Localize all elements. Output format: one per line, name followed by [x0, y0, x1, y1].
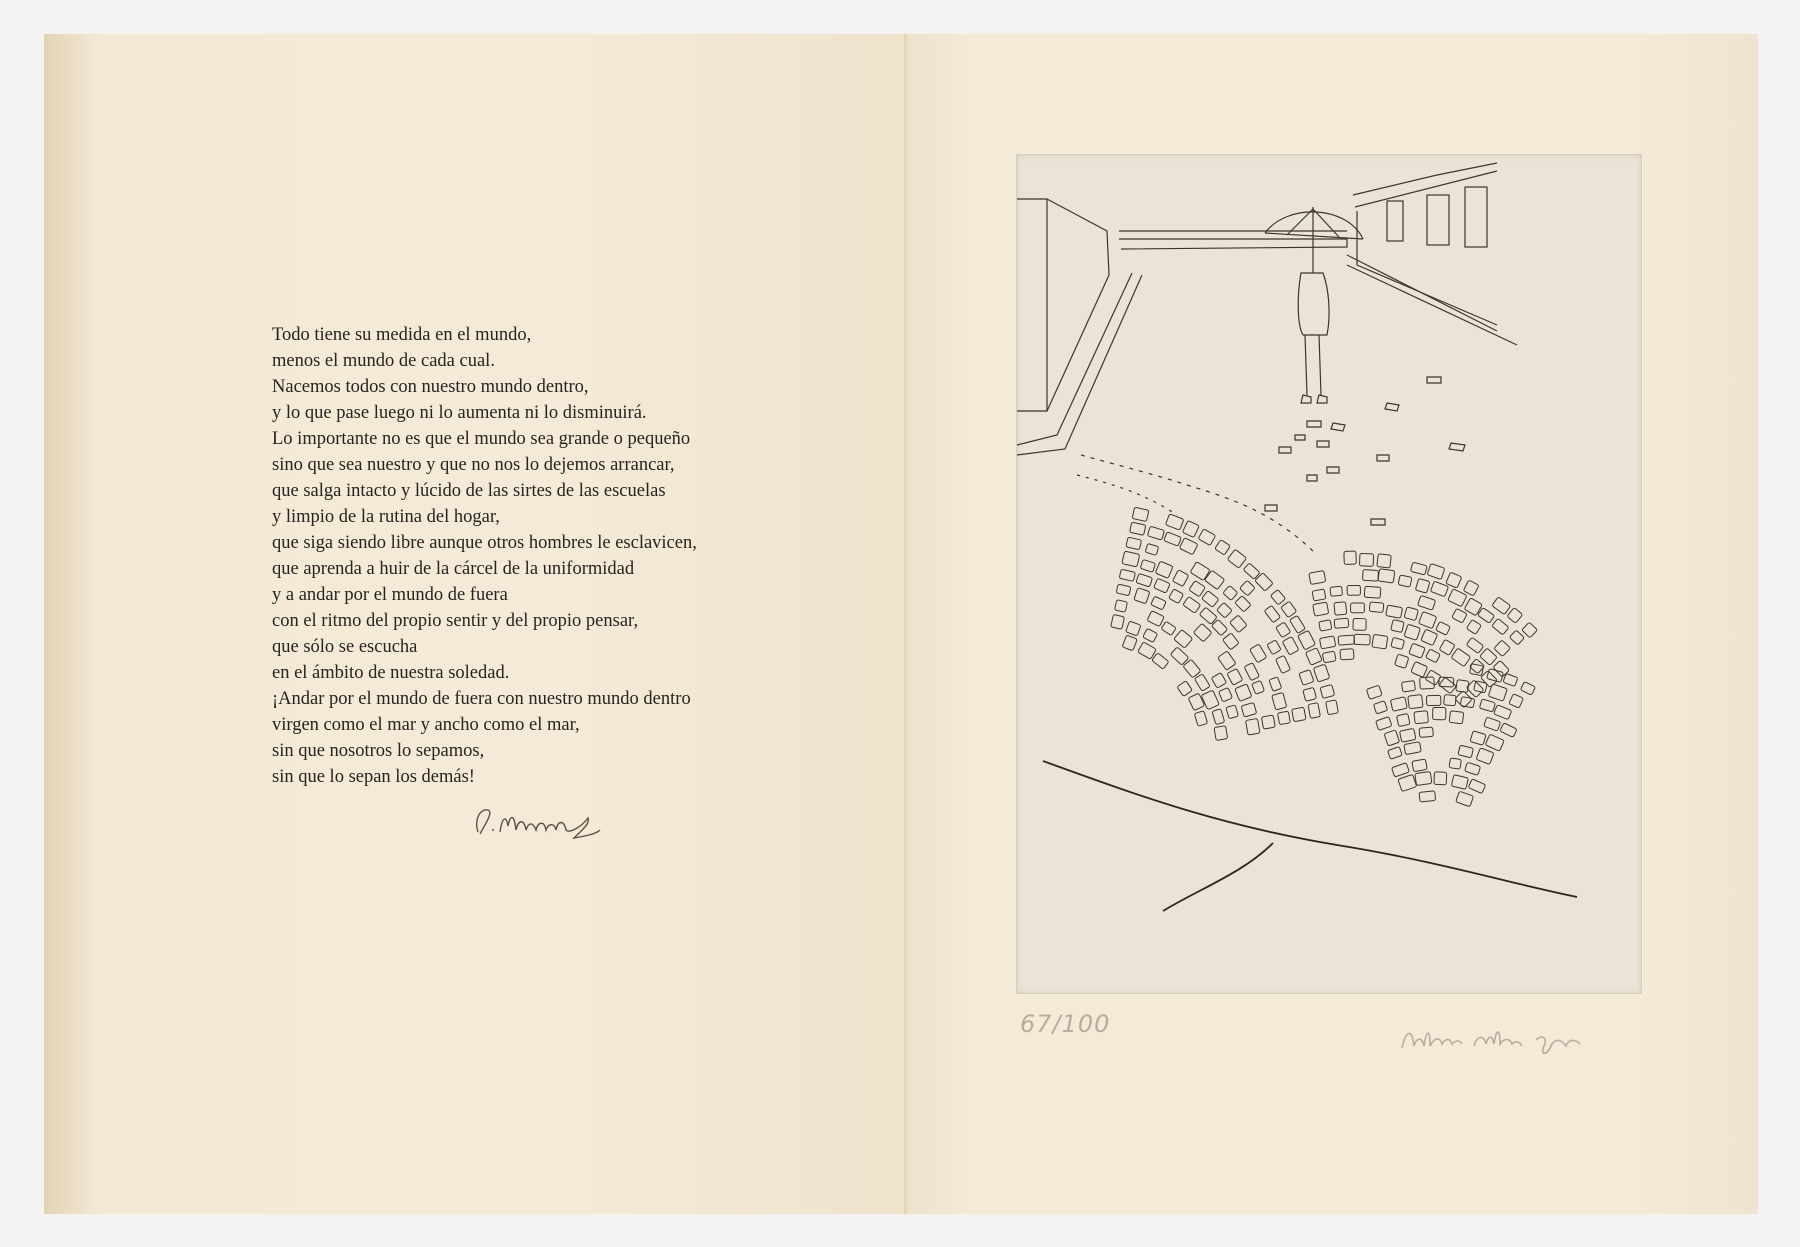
cobblestone: [1194, 711, 1207, 727]
cobblestone: [1319, 636, 1335, 649]
cobblestone: [1226, 705, 1239, 719]
cobblestone: [1140, 559, 1155, 572]
cobblestone: [1235, 596, 1251, 612]
cobblestone: [1463, 580, 1479, 596]
cobblestone: [1308, 703, 1320, 719]
cobblestone: [1439, 639, 1455, 655]
cobblestone: [1426, 695, 1440, 705]
cobblestone: [1493, 660, 1510, 677]
poem-line: y a andar por el mundo de fuera: [272, 585, 508, 605]
cobblestone: [1456, 791, 1474, 807]
cobblestone: [1298, 630, 1316, 650]
cobblestone: [1484, 717, 1501, 731]
cobblestone: [1464, 598, 1482, 616]
cobblestone: [1250, 644, 1267, 663]
cobblestone: [1194, 674, 1210, 692]
cobblestones: [1111, 507, 1538, 807]
cobblestone: [1412, 759, 1427, 772]
cobblestone: [1330, 586, 1343, 596]
cobblestone: [1409, 643, 1425, 658]
cobblestone: [1211, 673, 1226, 689]
cobblestone: [1452, 608, 1467, 623]
cobblestone: [1183, 596, 1201, 613]
cobblestone: [1395, 654, 1409, 668]
cobblestone: [1305, 648, 1322, 666]
cobblestone: [1201, 690, 1219, 710]
cobblestone: [1290, 615, 1306, 633]
cobblestone: [1309, 571, 1326, 585]
cobblestone: [1509, 694, 1524, 708]
poem-line: Todo tiene su medida en el mundo,: [272, 325, 532, 345]
poem-line: que sólo se escucha: [272, 637, 418, 657]
cobblestone: [1460, 697, 1475, 708]
cobblestone: [1419, 791, 1436, 802]
cobblestone: [1182, 520, 1199, 537]
cobblestone: [1377, 554, 1391, 568]
cobblestone: [1494, 640, 1511, 657]
cobblestone: [1252, 680, 1265, 694]
cobblestone: [1227, 668, 1243, 685]
cobblestone: [1172, 570, 1188, 587]
cobblestone: [1264, 605, 1280, 622]
cobblestone: [1378, 569, 1395, 583]
poem-line: ¡Andar por el mundo de fuera con nuestro mundo dentro: [272, 689, 691, 709]
cobblestone: [1320, 685, 1335, 699]
cobblestone: [1143, 628, 1158, 642]
poem-line: en el ámbito de nuestra soledad.: [272, 663, 510, 683]
cobblestone: [1507, 608, 1523, 624]
poem-line: que aprenda a huir de la cárcel de la uniformidad: [272, 559, 635, 579]
cobblestone: [1456, 680, 1469, 693]
cobblestone: [1174, 629, 1193, 648]
cobblestone: [1398, 774, 1417, 791]
cobblestone: [1189, 581, 1206, 597]
cobblestone: [1126, 537, 1142, 550]
cobblestone: [1494, 705, 1512, 720]
cobblestone: [1434, 772, 1447, 785]
poem-text: [272, 322, 792, 790]
cobblestone: [1270, 589, 1285, 605]
etching-plate: [1016, 154, 1642, 994]
cobblestone: [1359, 553, 1373, 566]
cobblestone: [1136, 573, 1153, 587]
cobblestone: [1466, 637, 1483, 653]
cobblestone: [1376, 717, 1392, 731]
cobblestone: [1183, 659, 1201, 678]
cobblestone: [1351, 603, 1365, 613]
cobblestone: [1116, 584, 1131, 596]
cobblestone: [1244, 663, 1259, 681]
cobblestone: [1509, 630, 1524, 645]
cobblestone: [1404, 607, 1418, 621]
cobblestone: [1261, 715, 1275, 729]
cobblestone: [1446, 572, 1462, 588]
cobblestone: [1391, 637, 1405, 649]
cobblestone: [1326, 700, 1339, 715]
poem-line: virgen como el mar y ancho como el mar,: [272, 715, 580, 735]
cobblestone: [1408, 694, 1423, 708]
cobblestone: [1449, 758, 1461, 769]
cobblestone: [1344, 551, 1356, 564]
cobblestone: [1269, 677, 1282, 692]
cobblestone: [1419, 727, 1433, 737]
cobblestone: [1170, 647, 1189, 665]
cobblestone: [1278, 711, 1291, 725]
cobblestone: [1147, 526, 1164, 540]
poem-line: sin que lo sepan los demás!: [272, 767, 475, 787]
cobblestone: [1465, 762, 1481, 775]
cobblestone: [1398, 575, 1412, 587]
cobblestone: [1282, 636, 1299, 655]
poem-line: con el ritmo del propio sentir y del propio pensar,: [272, 611, 639, 631]
cobblestone: [1522, 622, 1538, 638]
cobblestone: [1451, 648, 1471, 667]
cobblestone: [1230, 615, 1248, 633]
cobblestone: [1492, 597, 1511, 615]
cobblestone: [1488, 684, 1507, 701]
cobblestone: [1458, 745, 1474, 758]
poem-line: y lo que pase luego ni lo aumenta ni lo disminuirá.: [272, 403, 647, 423]
cobblestone: [1267, 640, 1281, 655]
cobblestone: [1338, 635, 1355, 645]
cobblestone: [1418, 612, 1436, 629]
cobblestone: [1354, 634, 1370, 645]
cobblestone: [1426, 649, 1441, 663]
cobblestone: [1130, 522, 1146, 535]
cobblestone: [1119, 569, 1135, 581]
cobblestone: [1217, 602, 1233, 618]
cobblestone: [1312, 589, 1326, 601]
cobblestone: [1400, 728, 1416, 742]
cobblestone: [1347, 585, 1360, 595]
cobblestone: [1421, 629, 1438, 645]
cobblestone: [1433, 707, 1446, 719]
cobblestone: [1126, 621, 1141, 636]
cobblestone: [1319, 620, 1332, 631]
cobblestone: [1466, 619, 1481, 634]
poem-line: menos el mundo de cada cual.: [272, 351, 495, 371]
cobblestone: [1235, 684, 1252, 702]
cobblestone: [1478, 608, 1495, 624]
cobblestone: [1122, 635, 1137, 651]
cobblestone: [1500, 723, 1517, 738]
cobblestone: [1161, 621, 1176, 635]
cobblestone: [1132, 507, 1149, 521]
cobblestone: [1340, 649, 1354, 660]
cobblestone: [1212, 709, 1225, 725]
cobblestone: [1243, 563, 1260, 579]
cobblestone: [1411, 661, 1428, 677]
cobblestone: [1373, 701, 1387, 714]
cobblestone: [1179, 538, 1198, 555]
cobblestone: [1211, 619, 1227, 635]
poem-line: y limpio de la rutina del hogar,: [272, 507, 500, 527]
cobblestone: [1391, 620, 1404, 633]
cobblestone: [1122, 551, 1140, 567]
cobblestone: [1218, 688, 1232, 702]
cobblestone: [1334, 618, 1349, 628]
cobblestone: [1275, 655, 1290, 673]
cobblestone: [1444, 695, 1456, 706]
cobblestone: [1151, 596, 1167, 610]
poem-line: sino que sea nuestro y que no nos lo dejemos arrancar,: [272, 455, 675, 475]
poem-line: que siga siendo libre aunque otros hombres le esclavicen,: [272, 533, 697, 553]
cobblestone: [1476, 748, 1494, 765]
cobblestone: [1202, 591, 1219, 608]
cobblestone: [1193, 623, 1212, 642]
cobblestone: [1415, 771, 1432, 785]
cobblestone: [1396, 713, 1410, 726]
page-gutter: [904, 34, 908, 1214]
cobblestone: [1353, 618, 1366, 630]
cobblestone: [1390, 697, 1407, 712]
cobblestone: [1190, 562, 1210, 581]
cobblestone: [1388, 747, 1403, 760]
cobblestone: [1169, 589, 1184, 604]
cobblestone: [1404, 624, 1420, 640]
cobblestone: [1111, 614, 1125, 629]
cobblestone: [1470, 731, 1486, 746]
cobblestone: [1503, 673, 1518, 686]
cobblestone: [1384, 730, 1400, 746]
cobblestone: [1313, 664, 1329, 682]
cobblestone: [1414, 711, 1429, 724]
cobblestone: [1415, 578, 1430, 593]
cobblestone: [1138, 642, 1157, 659]
cobblestone: [1386, 605, 1403, 618]
cobblestone: [1199, 607, 1217, 624]
cobblestone: [1410, 562, 1427, 575]
poem-line: Lo importante no es que el mundo sea grande o pequeño: [272, 429, 691, 449]
cobblestone: [1222, 633, 1239, 650]
cobblestone: [1427, 564, 1445, 580]
cobblestone: [1372, 634, 1388, 649]
cobblestone: [1177, 681, 1192, 697]
cobblestone: [1198, 529, 1216, 546]
poem-line: que salga intacto y lúcido de las sirtes de las escuelas: [272, 481, 666, 501]
cobblestone: [1451, 775, 1468, 790]
cobblestone: [1418, 595, 1436, 610]
cobblestone: [1520, 682, 1535, 696]
cobblestone: [1449, 711, 1464, 724]
cobblestone: [1369, 602, 1384, 613]
cobblestone: [1366, 685, 1382, 699]
cobblestone: [1479, 699, 1495, 712]
edition-number: 67/100: [1020, 1010, 1111, 1038]
cobblestone: [1152, 653, 1169, 669]
cobblestone: [1272, 692, 1287, 710]
cobblestone: [1218, 651, 1236, 670]
poem-line: Nacemos todos con nuestro mundo dentro,: [272, 377, 589, 397]
cobblestone: [1480, 648, 1498, 665]
etching-illustration: [1017, 155, 1641, 993]
cobblestone: [1281, 601, 1297, 618]
cobblestone: [1485, 734, 1504, 751]
cobblestone: [1276, 622, 1291, 638]
cobblestone: [1241, 703, 1257, 718]
cobblestone: [1215, 540, 1231, 556]
cobblestone: [1392, 763, 1410, 777]
cobblestone: [1134, 588, 1150, 604]
cobblestone: [1204, 570, 1224, 589]
cobblestone: [1303, 687, 1317, 701]
cobblestone: [1155, 561, 1173, 578]
cobblestone: [1322, 651, 1336, 663]
cobblestone: [1246, 718, 1260, 735]
cobblestone: [1401, 681, 1415, 693]
paper-stain: [44, 34, 104, 1214]
cobblestone: [1299, 670, 1314, 686]
cobblestone: [1404, 742, 1422, 755]
cobblestone: [1313, 602, 1329, 616]
cobblestone: [1468, 779, 1485, 794]
cobblestone: [1334, 602, 1347, 615]
poet-signature: [470, 790, 610, 850]
cobblestone: [1492, 618, 1509, 635]
cobblestone: [1145, 543, 1159, 555]
cobblestone: [1154, 578, 1171, 593]
poem-line: sin que nosotros lo sepamos,: [272, 741, 485, 761]
cobblestone: [1223, 585, 1238, 600]
cobblestone: [1114, 600, 1127, 613]
cobblestone: [1147, 611, 1164, 627]
cobblestone: [1430, 581, 1448, 597]
cobblestone: [1436, 621, 1451, 635]
cobblestone: [1364, 586, 1381, 598]
cobblestone: [1165, 514, 1183, 530]
cobblestone: [1240, 580, 1256, 596]
cobblestone: [1455, 691, 1472, 708]
cobblestone: [1363, 570, 1379, 582]
cobblestone: [1227, 549, 1246, 568]
artist-signature: [1396, 1010, 1596, 1070]
cobblestone: [1214, 726, 1228, 741]
cobblestone: [1164, 532, 1182, 546]
cobblestone: [1292, 707, 1306, 722]
